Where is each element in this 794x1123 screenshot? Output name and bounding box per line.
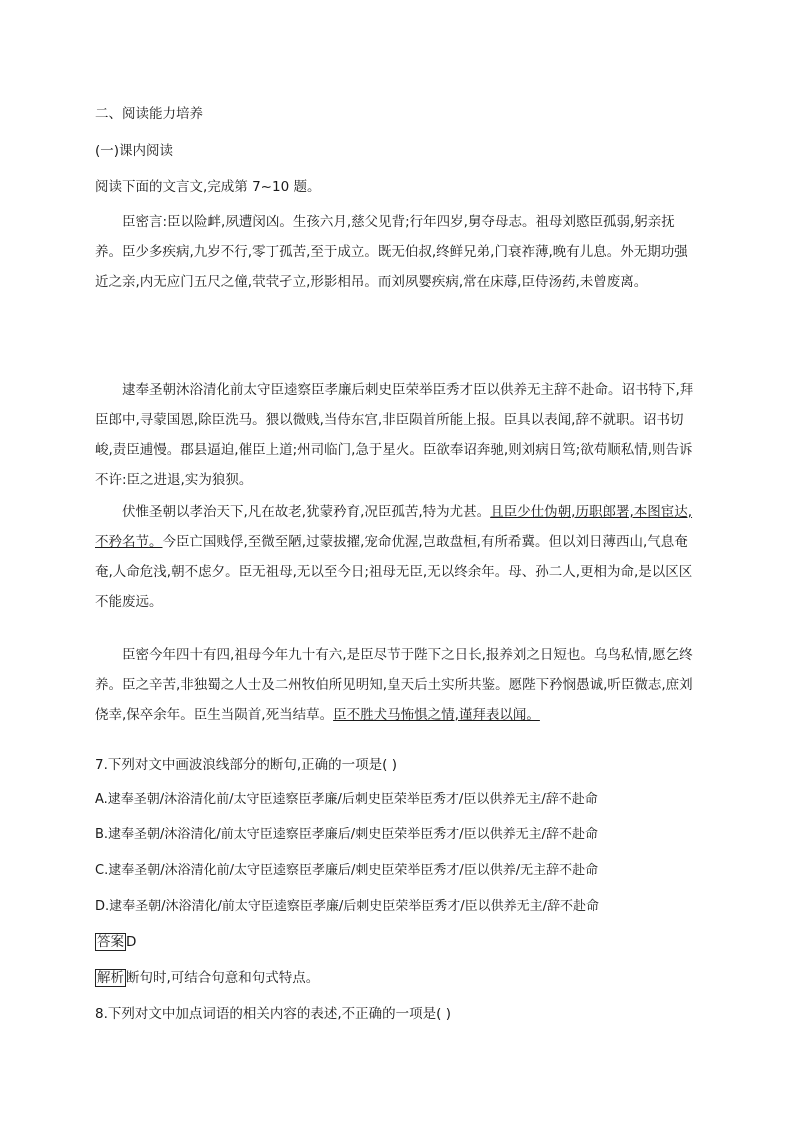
analysis-line [95, 968, 319, 988]
passage-paragraph-4: 臣密今年四十有四,祖母今年九十有六,是臣尽节于陛下之日长,报养刘之日短也。乌鸟私情,愿乞终养。臣之辛苦,非独蜀之人士及二州牧伯所见明知,皇天后土实所共鉴。愿陛下矜悯愚诚,听臣微志,庶刘侥幸,保卒余年。臣生当陨首,死当结草。臣不胜犬马怖惧之情,谨拜表以闻。 [95, 647, 693, 723]
analysis-label: 解析 [97, 970, 124, 986]
underlined-sentence: 且臣少仕伪朝,历职郎署,本图宦达,不矜名节。 [95, 504, 693, 550]
question-7-option-d[interactable]: D.逮奉圣朝/沐浴清化/前太守臣逵察臣孝廉/后刺史臣荣举臣秀才/臣以供养无主/辞不赴命 [95, 899, 600, 914]
answer-value: D [126, 934, 137, 950]
passage-paragraph-2: 逮奉圣朝沐浴清化前太守臣逵察臣孝廉后刺史臣荣举臣秀才臣以供养无主辞不赴命。诏书特下,拜臣郎中,寻蒙国恩,除臣洗马。猥以微贱,当侍东宫,非臣陨首所能上报。臣具以表闻,辞不就职。诏书切峻,责臣逋慢。郡县逼迫,催臣上道;州司临门,急于星火。臣欲奉诏奔驰,则刘病日笃;欲苟顺私情,则告诉不许:臣之进退,实为狼狈。 [95, 382, 694, 488]
question-7-option-c[interactable]: C.逮奉圣朝/沐浴清化前/太守臣逵察臣孝廉后/刺史臣荣举臣秀才/臣以供养/无主辞不赴命 [95, 863, 599, 878]
question-7-option-a[interactable]: A.逮奉圣朝/沐浴清化前/太守臣逵察臣孝廉/后刺史臣荣举臣秀才/臣以供养无主/辞不赴命 [95, 792, 598, 807]
question-7-stem: 7.下列对文中画波浪线部分的断句,正确的一项是( ) [95, 757, 397, 773]
subsection-title: (一)课内阅读 [95, 143, 174, 159]
question-8-stem: 8.下列对文中加点词语的相关内容的表述,不正确的一项是( ) [95, 1006, 451, 1022]
instruction: 阅读下面的文言文,完成第 7~10 题。 [95, 179, 321, 195]
section-title: 二、阅读能力培养 [95, 106, 203, 122]
answer-line [95, 932, 136, 952]
passage-paragraph-3: 伏惟圣朝以孝治天下,凡在故老,犹蒙矜育,况臣孤苦,特为尤甚。且臣少仕伪朝,历职郎署,本图宦达,不矜名节。今臣亡国贱俘,至微至陋,过蒙拔擢,宠命优渥,岂敢盘桓,有所希冀。但以刘日薄西山,气息奄奄,人命危浅,朝不虑夕。臣无祖母,无以至今日;祖母无臣,无以终余年。母、孙二人,更相为命,是以区区不能废远。 [95, 504, 693, 610]
question-7-option-b[interactable]: B.逮奉圣朝/沐浴清化/前太守臣逵察臣孝廉后/刺史臣荣举臣秀才/臣以供养无主/辞不赴命 [95, 827, 598, 842]
analysis-text: 断句时,可结合句意和句式特点。 [126, 970, 320, 986]
passage-paragraph-1: 臣密言:臣以险衅,夙遭闵凶。生孩六月,慈父见背;行年四岁,舅夺母志。祖母刘愍臣孤弱,躬亲抚养。臣少多疾病,九岁不行,零丁孤苦,至于成立。既无伯叔,终鲜兄弟,门衰祚薄,晚有儿息。外无期功强近之亲,内无应门五尺之僮,茕茕孑立,形影相吊。而刘夙婴疾病,常在床蓐,臣侍汤药,未曾废离。 [95, 214, 688, 290]
underlined-sentence: 臣不胜犬马怖惧之情,谨拜表以闻。 [333, 707, 540, 723]
answer-label: 答案 [97, 934, 124, 950]
